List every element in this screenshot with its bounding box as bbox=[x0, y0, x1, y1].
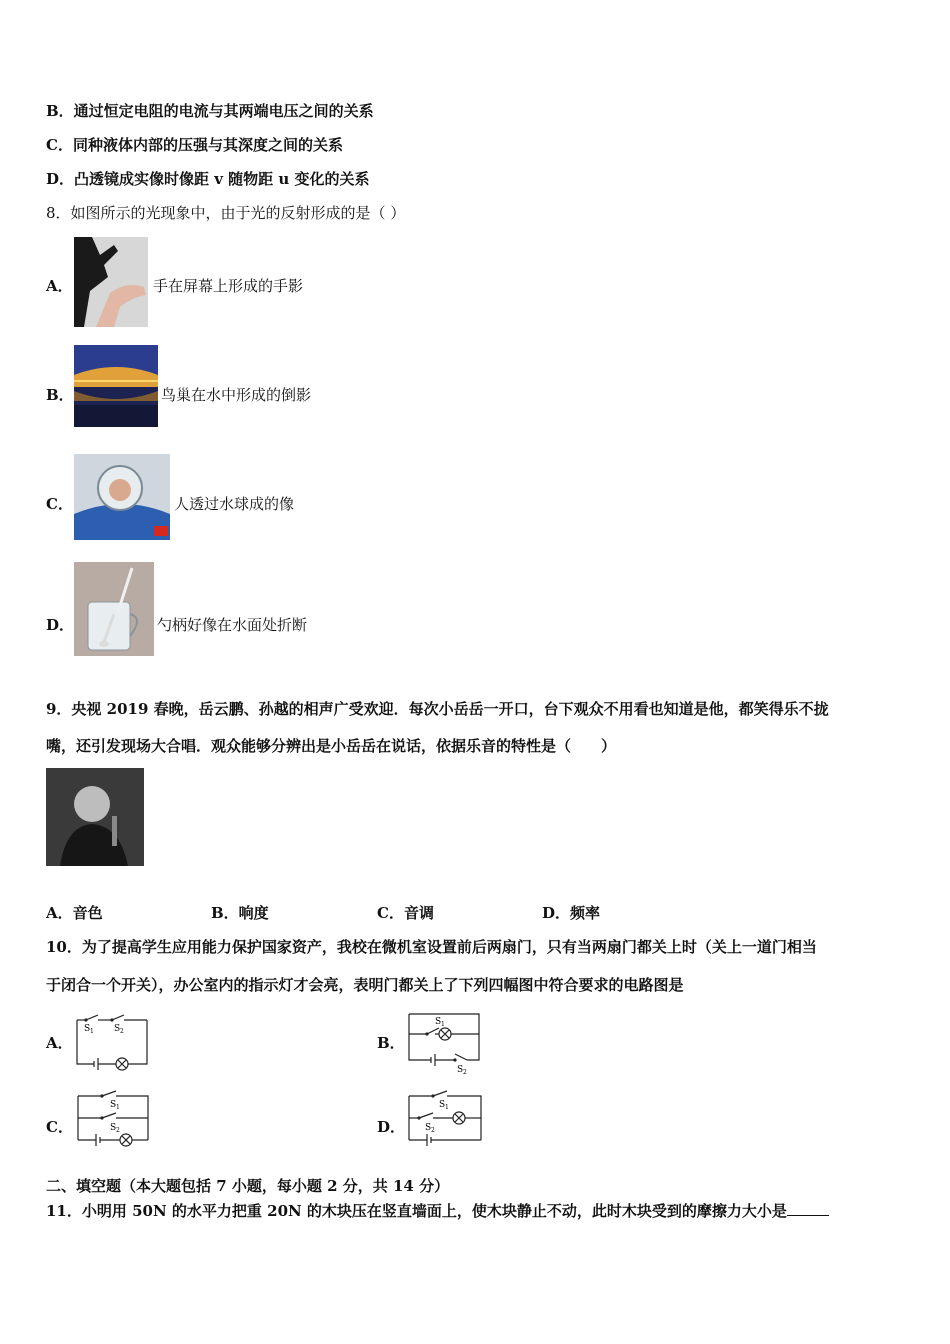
q10-option-a-label: A． bbox=[46, 1034, 73, 1052]
circuit-diagram-c bbox=[74, 1090, 152, 1156]
spoon-in-water-image bbox=[74, 562, 154, 656]
q8-stem: 8．如图所示的光现象中，由于光的反射形成的是（ ） bbox=[46, 204, 406, 222]
q8-option-b-text: 鸟巢在水中形成的倒影 bbox=[161, 386, 312, 404]
q7-option-b: B．通过恒定电阻的电流与其两端电压之间的关系 bbox=[46, 102, 374, 120]
q7-option-d: D．凸透镜成实像时像距 v 随物距 u 变化的关系 bbox=[46, 170, 370, 188]
q9-stem-line2: 嘴，还引发现场大合唱．观众能够分辨出是小岳岳在说话，依据乐音的特性是（ ） bbox=[46, 737, 617, 755]
q9-stem-line1: 9．央视 2019 春晚，岳云鹏、孙越的相声广受欢迎．每次小岳岳一开口，台下观众不用看也知道是他，都笑得乐不拢 bbox=[46, 700, 829, 718]
svg-text:S: S bbox=[439, 1100, 446, 1110]
comedian-photo bbox=[46, 768, 144, 866]
svg-text:1: 1 bbox=[116, 1104, 120, 1111]
svg-text:S: S bbox=[110, 1123, 117, 1133]
q8-option-a-text: 手在屏幕上形成的手影 bbox=[153, 277, 304, 295]
svg-text:1: 1 bbox=[445, 1104, 449, 1111]
water-ball-image bbox=[74, 454, 170, 540]
switch-label-s2: S bbox=[114, 1024, 121, 1034]
circuit-diagram-b bbox=[405, 1008, 483, 1076]
q9-option-d: D．频率 bbox=[542, 904, 601, 922]
svg-text:S: S bbox=[457, 1065, 464, 1075]
circuit-diagram-a bbox=[72, 1012, 152, 1074]
q9-option-c: C．音调 bbox=[377, 904, 434, 922]
q10-stem-line2: 于闭合一个开关），办公室内的指示灯才会亮，表明门都关上了下列四幅图中符合要求的电路图是 bbox=[46, 976, 684, 994]
svg-text:2: 2 bbox=[116, 1127, 120, 1134]
circuit-diagram-d bbox=[405, 1090, 485, 1156]
q10-option-c-label: C． bbox=[46, 1118, 73, 1136]
q10-option-b-label: B． bbox=[377, 1034, 405, 1052]
svg-text:S: S bbox=[435, 1017, 442, 1027]
q8-option-c-label: C． bbox=[46, 495, 73, 513]
svg-text:2: 2 bbox=[431, 1127, 435, 1134]
q9-option-b: B．响度 bbox=[211, 904, 269, 922]
q8-option-d-text: 勺柄好像在水面处折断 bbox=[157, 616, 308, 634]
svg-text:1: 1 bbox=[441, 1021, 445, 1028]
answer-blank bbox=[787, 1201, 829, 1216]
svg-text:S: S bbox=[110, 1100, 117, 1110]
svg-text:2: 2 bbox=[120, 1028, 124, 1035]
svg-text:S: S bbox=[425, 1123, 432, 1133]
q10-option-d-label: D． bbox=[377, 1118, 406, 1136]
q8-option-d-label: D． bbox=[46, 616, 75, 634]
switch-label-s1: S bbox=[84, 1024, 91, 1034]
svg-text:2: 2 bbox=[463, 1069, 467, 1076]
section-heading: 二、填空题（本大题包括 7 小题，每小题 2 分，共 14 分） bbox=[46, 1177, 450, 1195]
q8-option-b-label: B． bbox=[46, 386, 74, 404]
q7-option-c: C．同种液体内部的压强与其深度之间的关系 bbox=[46, 136, 343, 154]
hand-shadow-image bbox=[74, 237, 148, 327]
q8-option-a-label: A． bbox=[46, 277, 73, 295]
svg-text:1: 1 bbox=[90, 1028, 94, 1035]
birds-nest-image bbox=[74, 345, 158, 427]
q8-option-c-text: 人透过水球成的像 bbox=[174, 495, 295, 513]
q10-stem-line1: 10．为了提高学生应用能力保护国家资产，我校在微机室设置前后两扇门，只有当两扇门都关上时（关上一道门相当 bbox=[46, 938, 817, 956]
q9-option-a: A．音色 bbox=[46, 904, 103, 922]
q11-stem: 11．小明用 50N 的水平力把重 20N 的木块压在竖直墙面上，使木块静止不动，此时木块受到的摩擦力大小是 bbox=[46, 1201, 829, 1221]
